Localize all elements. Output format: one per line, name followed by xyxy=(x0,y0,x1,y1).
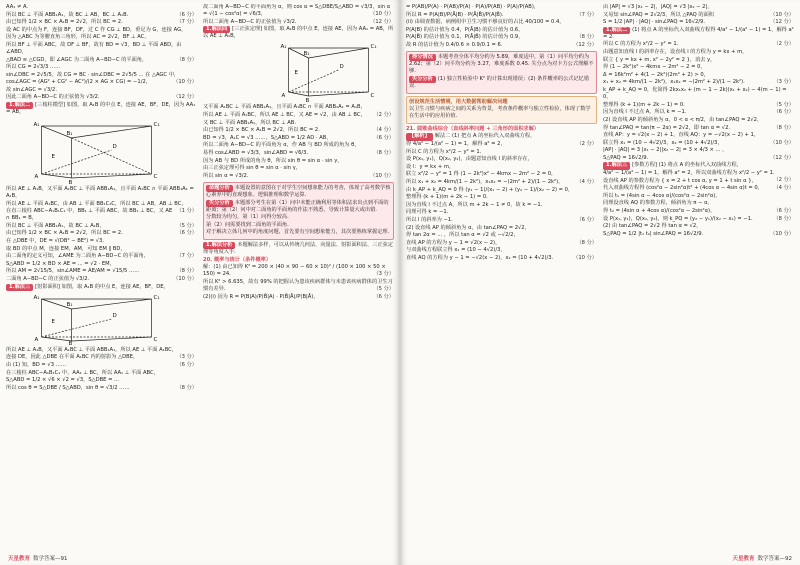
vertex-label: B₁ xyxy=(66,301,73,308)
section-heading: 1.解法三 [参数方程] (1) 将点 A 的坐标代入双曲线方程， xyxy=(603,162,794,169)
points-label: （4 分） xyxy=(373,127,394,134)
vertex-label: E xyxy=(51,153,55,160)
points-label: （5 分） xyxy=(373,286,394,293)
text-line: AA₁ ≠ A. xyxy=(6,4,29,10)
points-label: （6 分） xyxy=(576,216,597,223)
text-line: 由 k_AP + k_AQ = 0 得 (y₁ − 1)/(x₁ − 2) + (y₂ − 1)/(x₂ − 2) = 0， xyxy=(406,186,574,193)
text-line: 所以 AE ⊥ 平面 A₁BC，所以 AE ⊥ BC，又 AE = √2，由 AB ⊥ BC， （2 分） xyxy=(203,112,394,119)
points-label: （10 分） xyxy=(770,139,794,146)
points-label: （2 分） xyxy=(373,112,394,119)
points-label: （7 分） xyxy=(176,253,197,260)
lp-c1-block-a xyxy=(6,4,197,101)
points-label: （6 分） xyxy=(176,230,197,237)
left-page-col2 xyxy=(203,4,394,547)
text-line: 联立 { y = kx + m, x² − 2y² = 2 }，消去 y， xyxy=(603,56,716,63)
text-line: 所以 CG = 2√3/3 …… xyxy=(6,64,61,71)
vertex-label: C₁ xyxy=(153,121,160,128)
text-line: S△PAQ = 16√2/9. （12 分） xyxy=(603,154,794,161)
section-heading: 1.解法二 [三棱柱模型] 如图，取 A₁B 的中点 E，连接 AE，BF，DE，因为 AA₁ = AB， xyxy=(6,101,196,115)
text-line: 由三正弦定理可得 sin θ = sin α · sin γ， xyxy=(203,165,301,172)
points-label: （6 分） xyxy=(176,11,197,18)
points-label: （12 分） xyxy=(173,94,197,101)
section-heading: 1.解法四 [三正弦定理] 如图，取 A₁B 的中点 E，连接 AE，因为 AA₁ = AB，所以 AE ⊥ A₁B， xyxy=(203,26,394,40)
page-number: 数学答案—91 xyxy=(33,556,68,562)
vertex-label: B xyxy=(305,98,310,103)
text-line: P(A|B̄) 的估计值为 0.1，P(Ā|B̄) 的估计值为 0.9， （8 分） xyxy=(406,34,597,41)
text-line: 所以二面角 A−BD−C 的正弦值为 √3/2. （12 分） xyxy=(203,18,394,25)
points-label: （8 分） xyxy=(773,215,794,222)
text-line: 所以 R = P(A|B)/P(Ā|B) · P(Ā|B̄)/P(A|B̄). （7 分） xyxy=(406,11,597,18)
text-line: 故 R 的估计值为 0.4/0.6 × 0.9/0.1 = 6. （12 分） xyxy=(406,41,597,48)
points-label: （8 分） xyxy=(576,34,597,41)
points-label: （8 分） xyxy=(176,384,197,391)
text-line: 4/a² − 1/(a² − 1) = 1，解得 a² = 2，所以双曲线方程为 x²/2 − y² = 1. （2 分） xyxy=(603,170,794,184)
text-line: 同理设直线 AQ 的参数方程，倾斜角为 π − α， xyxy=(603,200,713,207)
prism-diagram-svg xyxy=(6,118,197,184)
points-label: （1 分） xyxy=(176,207,197,214)
points-label: （5 分） xyxy=(773,101,794,108)
text-line: (2) 设直线 AP 的倾斜角为 α，0 < α < π/2，由 tan∠PAQ = 2√2， xyxy=(603,116,763,123)
text-line: BD = √3，A₁C = √3 ……，S△ABD = 1/2 AD · AB， （6 分） xyxy=(203,134,394,141)
text-line: 因为 AB 与 BD 所成的角为 θ，所以 sin θ = sin α · sin γ， xyxy=(203,157,343,164)
vertex-label: A xyxy=(281,93,286,100)
points-label: （3 分） xyxy=(373,271,394,278)
commentary-box xyxy=(203,182,394,240)
text-line: S△ABD = 1/2 × BD × AE = ... = √2 · EM， xyxy=(6,260,115,267)
text-line: 因此二面角 A−BD−C 的正弦值为 √3/2. （12 分） xyxy=(6,94,197,101)
section-tag: 1.解法四 xyxy=(203,26,230,33)
text-line: 设 AC 的中点为 F，连接 BF，DF，过 C 作 CG ⊥ BD，垂足为 G，连接 AG， xyxy=(6,26,187,33)
text-line: |AP| · |AQ| = 3 |x₁ − 2||x₂ − 2| = 3 × 4/3 × ... ， xyxy=(603,147,728,154)
text-line: 由 |AP| = √3 |x₁ − 2|，|AQ| = √3 |x₂ − 2|， xyxy=(603,4,713,10)
page-number: 数学答案—92 xyxy=(757,556,792,562)
text-line: 代入双曲线方程得 (cos²α − 2sin²α)t² + (4cos α − 4sin α)t = 0， （4 分） xyxy=(603,185,794,192)
points-label: （10 分） xyxy=(573,254,597,261)
text-line: 联立得 x₁ = (10 − 4√2)/3，x₂ = (10 + 4√2)/3， （10 分） xyxy=(603,139,794,146)
points-label: （12 分） xyxy=(370,18,394,25)
text-line: (2) 设直线 AP 的倾斜角为 α，由 tan∠PAQ = 2√2， xyxy=(406,224,530,231)
text-line: 所以 C 的方程为 x²/2 − y² = 1. xyxy=(406,148,482,155)
text-line: 所以 AE ⊥ A₁B，又平面 A₁BC ⊥ 平面 ABB₁A₁，所以 AE ⊥ 平面 A₁BC， （3 分） xyxy=(6,346,197,360)
insight-body: 以卫生习惯与疾病之间的关系为背景，考查条件概率与独立性检验，体现了数学在生活中的应用价值. xyxy=(409,106,591,120)
text-line: 易得 cos∠ABD = √3/3，sin∠ABD = √6/3. （8 分） xyxy=(203,150,394,157)
points-label: （6 分） xyxy=(773,208,794,215)
prism-diagram-svg xyxy=(6,293,197,345)
vertex-label: E xyxy=(51,318,55,325)
points-label: （6 分） xyxy=(373,134,394,141)
vertex-label: C xyxy=(370,93,375,100)
text-line: 设直线 AP 的参数方程为 { x = 2 + t cos α, y = 1 + t sin α }， xyxy=(603,177,757,184)
score-box xyxy=(406,51,597,93)
tip-line: 分数较为均匀，第（1）问得分较高. xyxy=(206,214,289,221)
text-line: S = 1/2 |AP| · |AQ| · sin∠PAQ = 16√2/9. （12 分） xyxy=(603,19,794,26)
text-line: 所以 AE ⊥ A₁B，又平面 A₁BC ⊥ 平面 ABB₁A₁，且平面 A₁BC ∩ 平面 ABB₁A₁ = A₁B， xyxy=(6,185,194,199)
commentary-tag: 失分分析 xyxy=(409,76,436,83)
points-label: （2 分） xyxy=(576,141,597,147)
points-label: （6 分） xyxy=(176,361,197,368)
text-line: 所以 K² > 6.635，故有 99% 的把握认为患该疾病群体与未患该疾病群体的卫生习惯有差异. （5 分） xyxy=(203,279,394,293)
text-line: = P(AB)/P(A) · P(ĀB̄)/P(Ā) · P(Ā)/P(ĀB) · P(A)/P(AB̄)， xyxy=(406,4,540,10)
text-line: 同理可得 k = −1. xyxy=(406,209,449,216)
text-line: 所以 BC ⊥ 平面 ABB₁A₁，故 BC ⊥ A₁B， （5 分） xyxy=(6,222,197,229)
text-line: 因为直线 l 不过点 A，所以 k = −1. （6 分） xyxy=(603,109,794,116)
tip-line: 对于解决立体几何中的角度问题，首先要有空间想象能力，其次要熟练掌握定理. xyxy=(206,229,390,236)
text-line: 所以 sin α = √3/2. （10 分） xyxy=(203,172,394,179)
points-label: （10 分） xyxy=(770,11,794,18)
points-label: （2 分） xyxy=(773,41,794,48)
text-line: 联立 x²/2 − y² = 1 得 (1 − 2k²)x² − 4kmx − 2m² − 2 = 0， xyxy=(406,171,557,178)
vertex-label: C₁ xyxy=(370,44,377,51)
points-label: （3 分） xyxy=(176,353,197,360)
text-line: 又 BC ⊥ 平面 ABB₁A₁，所以 BC ⊥ AB. xyxy=(203,119,297,126)
points-label: （4 分） xyxy=(773,185,794,192)
text-line: △BAD ≌ △CGD，即 ∠AGC 为二面角 A−BD−C 的平面角， （8 分） xyxy=(6,56,197,63)
text-line: 所以 AM = 2√15/5，sin∠AME = AE/AM = √15/5 …… （8 分） xyxy=(6,268,197,275)
text-line: 设 P(x₁, y₁)，Q(x₂, y₂)，由题意知直线 l 的斜率存在， xyxy=(406,156,533,163)
section-tag: 1.解法三 xyxy=(603,162,630,169)
points-label: （8 分） xyxy=(176,268,197,275)
points-label: （12 分） xyxy=(770,19,794,26)
prism-diagram-svg xyxy=(203,42,394,102)
section-tag: 1.解法二 xyxy=(603,27,630,34)
text-line: 设 l：y = kx + m， xyxy=(406,163,455,170)
text-line: 由已知得 1/2 × BC × A₁B = 2√2，所以 BC = 2. （4 分） xyxy=(203,127,394,134)
commentary-item: 命题分析 本题设置的意图在于对学生空间想象能力的考查，体现了高考数学核心素养中的直观想象、逻辑推理和数学运算. xyxy=(206,184,391,198)
text-line: 二面角 A−BD−C 的正弦值为 √3/2. （10 分） xyxy=(6,276,197,283)
left-footer xyxy=(8,554,68,562)
points-label: （2 分） xyxy=(773,177,794,184)
insight-box xyxy=(406,96,597,124)
points-label: （6 分） xyxy=(373,293,394,300)
vertex-label: A₁ xyxy=(33,294,40,301)
lp-c1-block-c xyxy=(6,186,197,283)
section-heading: 1.解法三 [射影面积] 如图，取 A₁B 的中点 E，连接 AE，BF，DE， xyxy=(6,284,197,291)
text-line: 所以 AE ⊥ 平面 A₁BC，由 AB ⊥ 平面 BB₁C₁C，所以 BC ⊥ AB，AB ⊥ BC， （1 分） xyxy=(6,200,197,214)
commentary-item: 得分情况 本题考查全体平均分约为 5.89，难度适中，第（1）问平均分约为 2.62；第（2）问平均分约为 3.27，难度系数 0.45. 失分点为对卡方公式理解不够. xyxy=(409,54,594,75)
tip-line: 第（2）问需要找到二面角的平面角. xyxy=(206,221,289,228)
text-line: 故 sin∠AGC = √3/2. xyxy=(6,86,57,93)
text-line: x₁ + x₂ = 4km/(1 − 2k²)，x₁x₂ = −(2m² + 2)/(1 − 2k²). （3 分） xyxy=(603,79,794,86)
text-line: 解：(1) 由已知得 K² = 200 × (40 × 90 − 60 × 10)² / (100 × 100 × 50 × 150) = 24. （3 分） xyxy=(203,264,394,278)
text-line: 因为直线 l 不过点 A，所以 m + 2k − 1 ≠ 0，故 k = −1. xyxy=(406,201,543,208)
text-line: S△ABD = 1/2 × √6 × √2 = √3，S△DBE = ... xyxy=(6,377,120,384)
text-line: 由 (1) 知，BD = √3 …… （6 分） xyxy=(6,361,197,368)
points-label: （8 分） xyxy=(773,124,794,131)
section-tag: 【解析】 xyxy=(406,133,433,140)
points-label: （10 分） xyxy=(770,230,794,237)
points-label: （12 分） xyxy=(770,154,794,161)
text-line: 在直三棱柱 ABC−A₁B₁C₁ 中，BB₁ ⊥ 平面 ABC，故 BB₁ ⊥ BC，又 AE ∩ BB₁ = B， xyxy=(6,208,173,222)
text-line: (2)(i) 因为 R = P(B|A)/P(B̄|A) · P(B̄|Ā)/P(B|Ā)， （6 分） xyxy=(203,293,394,300)
points-label: （3 分） xyxy=(773,79,794,86)
text-line: 在 △DBE 中，DE = √(DB² − BE²) = √3. xyxy=(6,238,105,245)
prism-figure-3 xyxy=(203,42,394,102)
text-line: 所以 x₁ + x₂ = 4km/(1 − 2k²)，x₁x₂ = −(2m² + 2)/(1 − 2k²)， （4 分） xyxy=(406,178,597,185)
text-line: 故二面角 A−BD−C 的平面角为 α，则 cos α = S△DBE/S△ABD = √3/3，sin α = √(1 − cos²α) = √6/3， （10 分） xyxy=(203,4,394,18)
section-tag: 1.解法三 xyxy=(6,284,33,291)
text-line: 所以二面角 A−BD−C 的平面角为 α，作 AB 与 BD 所成的角为 θ， xyxy=(203,142,360,149)
vertex-label: B xyxy=(68,179,73,184)
text-line: (2) 由 tan∠PAQ = 2√2 得 tan α = √2， xyxy=(603,223,702,230)
text-line: 因为 △ABC 为等腰直角三角形，所以 AC = 2√2，BF ⊥ AC， xyxy=(6,34,150,41)
points-label: （6 分） xyxy=(773,109,794,116)
text-line: 在三棱柱 ABC−A₁B₁C₁ 中，AA₁ ⊥ BC，所以 AA₁ ⊥ 平面 ABC， xyxy=(6,369,159,376)
text-line: 所以 BC ⊥ 平面 ABB₁A₁，故 BC ⊥ AB，BC ⊥ A₁B. （6 分） xyxy=(6,11,197,18)
text-line: P(A|B) 的估计值为 0.4，P(Ā|B) 的估计值为 0.6， xyxy=(406,26,524,33)
text-line: k_AP + k_AQ = 0，化简得 2kx₁x₂ + (m − 1 − 2k)(x₁ + x₂) − 4(m − 1) = 0， xyxy=(603,87,787,101)
commentary-tag: 得分情况 xyxy=(409,54,436,61)
points-label: （10 分） xyxy=(370,172,394,179)
points-label: （4 分） xyxy=(576,178,597,185)
text-line: 直线 AQ 的方程为 y − 1 = −√2(x − 2)，x₂ = (10 + 4√2)/3. （10 分） xyxy=(406,254,597,261)
text-line: 得 t₂ = (4sin α + 4cos α)/(cos²α − 2sin²α)， （6 分） xyxy=(603,208,794,215)
section-heading: 1.解法分析 本题解法多样，可以从传统几何法、向量法、射影面积法、三正弦定理等角度入手. xyxy=(203,242,393,256)
text-line: 得 4/a² − 1/(a² − 1) = 1，解得 a² = 2， （2 分） xyxy=(406,141,597,147)
text-line: 由已知得 1/2 × BC × A₁B = 2√2，所以 BC = 2. （7 分） xyxy=(6,19,197,26)
points-label: （10 分） xyxy=(370,11,394,18)
vertex-label: C xyxy=(153,336,158,343)
vertex-label: B₁ xyxy=(303,51,310,58)
text-line: 设 P(x₁, y₁)，Q(x₂, y₂)，则 k_PQ = (y₂ − y₁)/(x₂ − x₁) = −1. （8 分） xyxy=(603,215,794,222)
left-page-col1 xyxy=(6,4,197,547)
text-line: 又平面 A₁BC ⊥ 平面 ABB₁A₁，且平面 A₁BC ∩ 平面 ABB₁A₁ = A₁B， xyxy=(203,104,366,111)
text-line: (ii) 由调查数据，病例组中卫生习惯不够良好的占比 40/100 = 0.4， xyxy=(406,19,565,26)
text-line: sin∠DBC = 2√5/5，故 CG = BC · sin∠DBC = 2√5/5 ... 在 △AGC 中，cos∠AGC = (AG² + CG² − AC²)/(2 × AG × CG) = −1/2， （10 分） xyxy=(6,71,197,85)
text-line: 所以 BF ⊥ 平面 ABC，故 DF ⊥ BF，故有 BD = √3，BD ⊥ 平面 ABD，由 ∠ABD， xyxy=(6,41,182,56)
lp-c1-block-d xyxy=(6,347,197,392)
right-page-col2 xyxy=(603,4,794,547)
section-tag: 1.解法分析 xyxy=(203,242,235,249)
prism-figure-1 xyxy=(6,118,197,184)
text-line: 整理得 (k + 1)(m + 2k − 1) = 0. （5 分） xyxy=(603,101,794,108)
vertex-label: E xyxy=(294,70,298,77)
vertex-label: D xyxy=(339,64,344,71)
vertex-label: A xyxy=(34,336,39,343)
question-title: 20. 概率与统计（条件概率） xyxy=(203,256,272,263)
text-line: 直线 AP：y = √2(x − 2) + 1，直线 AQ：y = −√2(x − 2) + 1， xyxy=(603,132,760,139)
text-line: 连接 DE，因此 △DBE 在平面 A₁BC 内的射影为 △DBE， xyxy=(6,354,139,361)
points-label: （10 分） xyxy=(173,276,197,283)
vertex-label: A₁ xyxy=(33,121,40,128)
text-line: 取 BD 的中点 M，连接 EM，AM，可知 EM ∥ BD， xyxy=(6,245,126,252)
vertex-label: B₁ xyxy=(66,130,73,137)
right-page-col1 xyxy=(406,4,597,547)
insight-title: 创设规范生活情境，用大数据帮助解决问题 xyxy=(409,98,508,105)
vertex-label: C xyxy=(153,173,158,180)
right-footer xyxy=(732,554,792,562)
text-line: 得 tan∠PAQ = tan(π − 2α) = 2√2，即 tan α = √2. （8 分） xyxy=(603,124,794,131)
text-line: 由题意知直线 l 的斜率存在，设直线 l 的方程为 y = kx + m， xyxy=(603,49,748,56)
commentary-tag: 失分分析 xyxy=(206,200,233,207)
vertex-label: A₁ xyxy=(280,44,287,51)
brand-logo: 天星教育 xyxy=(732,556,755,562)
points-label: （8 分） xyxy=(373,150,394,157)
section-tag: 1.解法二 xyxy=(6,102,33,109)
text-line: 由已知得 1/2 × BC × A₁B = 2√2，所以 BC = 2. （6 分） xyxy=(6,230,197,237)
commentary-item: 失分分析 (1) 独立性检验中 K² 的计算出现错误；(2) 条件概率的公式记忆错误. xyxy=(409,75,590,89)
vertex-label: B xyxy=(68,340,73,345)
vertex-label: A xyxy=(34,173,39,180)
text-line: 由二面角的定义可知，∠AME 为二面角 A−BD−C 的平面角， （7 分） xyxy=(6,253,197,260)
text-line: 又易知 sin∠PAQ = 2√2/3，所以 △PAQ 的面积 （10 分） xyxy=(603,11,794,18)
vertex-label: D xyxy=(112,143,117,150)
text-line: 所以 l 的斜率为 −1. （6 分） xyxy=(406,216,597,223)
text-line: 所以 C 的方程为 x²/2 − y² = 1. （2 分） xyxy=(603,41,794,48)
text-line: 与双曲线方程联立得 x₁ = (10 − 4√2)/3， xyxy=(406,247,506,254)
text-line: 得 (1 − 2k²)x² − 4kmx − 2m² − 2 = 0， xyxy=(603,64,706,71)
vertex-label: D xyxy=(112,312,117,319)
commentary-tag: 命题分析 xyxy=(206,185,233,192)
text-line: 直线 AP 的方程为 y − 1 = √2(x − 2)， （8 分） xyxy=(406,239,597,246)
points-label: （7 分） xyxy=(576,11,597,18)
text-line: 所以 t₁ = (4sin α − 4cos α)/(cos²α − 2sin²α)， xyxy=(603,192,721,199)
points-label: （10 分） xyxy=(173,78,197,85)
points-label: （12 分） xyxy=(573,41,597,48)
vertex-label: C₁ xyxy=(153,294,160,301)
text-line: S△PAQ = 1/2 |t₁ t₂| sin∠PAQ = 16√2/9. （10 分） xyxy=(603,230,794,237)
points-label: （8 分） xyxy=(176,56,197,63)
section-heading: 【解析】 解法二 (1) 把点 A 的坐标代入双曲线方程， xyxy=(406,133,597,140)
text-line: Δ = 16k²m² + 4(1 − 2k²)(2m² + 2) > 0， xyxy=(603,71,709,78)
points-label: （5 分） xyxy=(176,222,197,229)
text-line: 所以 cos θ = S△DBE / S△ABD，sin θ = √3/2 …… （8 分） xyxy=(6,384,197,391)
points-label: （8 分） xyxy=(576,239,597,246)
text-line: 得 tan 2α = ... ，所以 tan α = √2 或 −√2/2， xyxy=(406,232,519,239)
right-page xyxy=(400,0,800,565)
section-heading: 1.解法二 (1) 将点 A 的坐标代入双曲线方程得 4/a² − 1/(a² − 1) = 1，解得 a² = 2. xyxy=(603,26,794,40)
question-title: 21. 圆锥曲线综合（直线斜率问题 + 三角形的面积求解） xyxy=(406,125,540,132)
commentary-item: 失分分析 本题部分考生在第（1）问中未能正确利用等体积法求出点到平面的距离；第（2）问中对二面角的平面角的作法不熟悉，导致计算量大或出错. xyxy=(206,199,389,213)
points-label: （7 分） xyxy=(176,19,197,26)
brand-logo: 天星教育 xyxy=(8,556,31,562)
prism-figure-2 xyxy=(6,293,197,345)
text-line: 整理得 (k + 1)(m + 2k − 1) = 0. xyxy=(406,194,488,201)
